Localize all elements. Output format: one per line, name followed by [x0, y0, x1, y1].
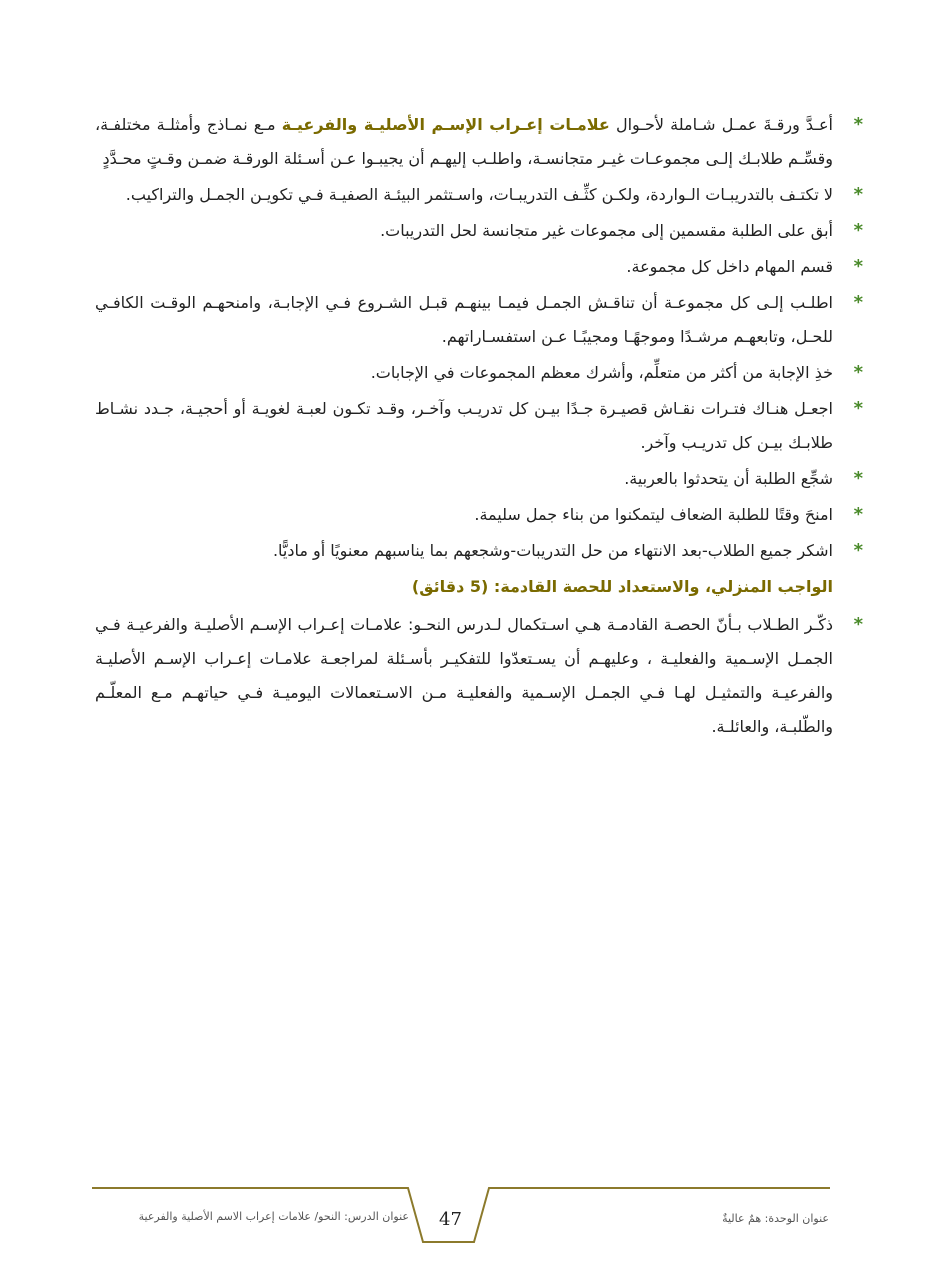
bullet-icon: * — [853, 614, 863, 635]
list-item: * أعـدَّ ورقـةَ عمـل شـاملة لأحـوال علامـات إعـراب الإسـم الأصليـة والفرعيـة مـع نمـاذج وأمثلـة مختلفـة، وقسِّـم طلابـك إلـى مجموعـات غيـر متجانسـة، واطلـب إليهـم أن يجيبـوا عـن أسـئلة الورقـة ضمـن وقـتٍ محـدَّدٍ — [95, 108, 833, 176]
list-item: * شجِّع الطلبة أن يتحدثوا بالعربية. — [95, 462, 833, 496]
homework-item: * ذكّـر الطـلاب بـأنّ الحصـة القادمـة هـي اسـتكمال لـدرس النحـو: علامـات إعـراب الإسـم الأصليـة والفرعيـة فـي الجمـل الإسـمية والفعليـة ، وعليهـم أن يسـتعدّوا للتفكيـر بأسـئلة لمراجعـة علامـات إعـراب الإسـم الأصليـة والفرعيـة والتمثيـل لهـا فـي الجمـل الإسـمية والفعليـة مـن الاسـتعمالات اليوميـة فـي حياتهـم مـع المعلّـم والطّلبـة، والعائلـة. — [95, 608, 833, 744]
lesson-title: عنوان الدرس: النحو/ علامات إعراب الاسم الأصلية والفرعية — [138, 1210, 409, 1223]
bullet-icon: * — [853, 468, 863, 489]
unit-title: عنوان الوحدة: همٌ عاليةٌ — [722, 1212, 829, 1225]
bullet-icon: * — [853, 504, 863, 525]
list-item: * لا تكتـف بالتدريبـات الـواردة، ولكـن كثِّـف التدريبـات، واسـتثمر البيئـة الصفيـة فـي تكويـن الجمـل والتراكيب. — [95, 178, 833, 212]
bullet-icon: * — [853, 256, 863, 277]
list-item: * امنحَ وقتًا للطلبة الضعاف ليتمكنوا من بناء جمل سليمة. — [95, 498, 833, 532]
bullet-icon: * — [853, 540, 863, 561]
homework-heading: الواجب المنزلي، والاستعداد للحصة القادمة: (5 دقائق) — [411, 577, 833, 596]
bullet-icon: * — [853, 220, 863, 241]
bullet-icon: * — [853, 398, 863, 419]
page-number: 47 — [439, 1209, 462, 1230]
page-footer — [0, 1185, 945, 1245]
bullet-icon: * — [853, 292, 863, 313]
list-item: * اطلـب إلـى كل مجموعـة أن تناقـش الجمـل فيمـا بينهـم قبـل الشـروع فـي الإجابـة، وامنحهـم الوقـت الكافـي للحـل، وتابعهـم مرشـدًا وموجهًـا ومجيبًـا عـن استفسـاراتهم. — [95, 286, 833, 354]
list-item: * قسم المهام داخل كل مجموعة. — [95, 250, 833, 284]
bullet-icon: * — [853, 184, 863, 205]
list-item: * اجعـل هنـاك فتـرات نقـاش قصيـرة جـدًا بيـن كل تدريـب وآخـر، وقـد تكـون لعبـة لغويـة أو أحجيـة، جـدد نشـاط طلابـك بيـن كل تدريـب وآخر. — [95, 392, 833, 460]
list-item: * خذِ الإجابة من أكثر من متعلِّم، وأشرك معظم المجموعات في الإجابات. — [95, 356, 833, 390]
highlight-text: علامـات إعـراب الإسـم الأصليـة والفرعيـة — [281, 115, 610, 134]
bullet-icon: * — [853, 362, 863, 383]
bullet-icon: * — [853, 114, 863, 135]
list-item: * أبق على الطلبة مقسمين إلى مجموعات غير متجانسة لحل التدريبات. — [95, 214, 833, 248]
main-content — [95, 108, 863, 746]
list-item: * اشكر جميع الطلاب-بعد الانتهاء من حل التدريبات-وشجعهم بما يناسبهم معنويًا أو ماديًّا. — [95, 534, 833, 568]
